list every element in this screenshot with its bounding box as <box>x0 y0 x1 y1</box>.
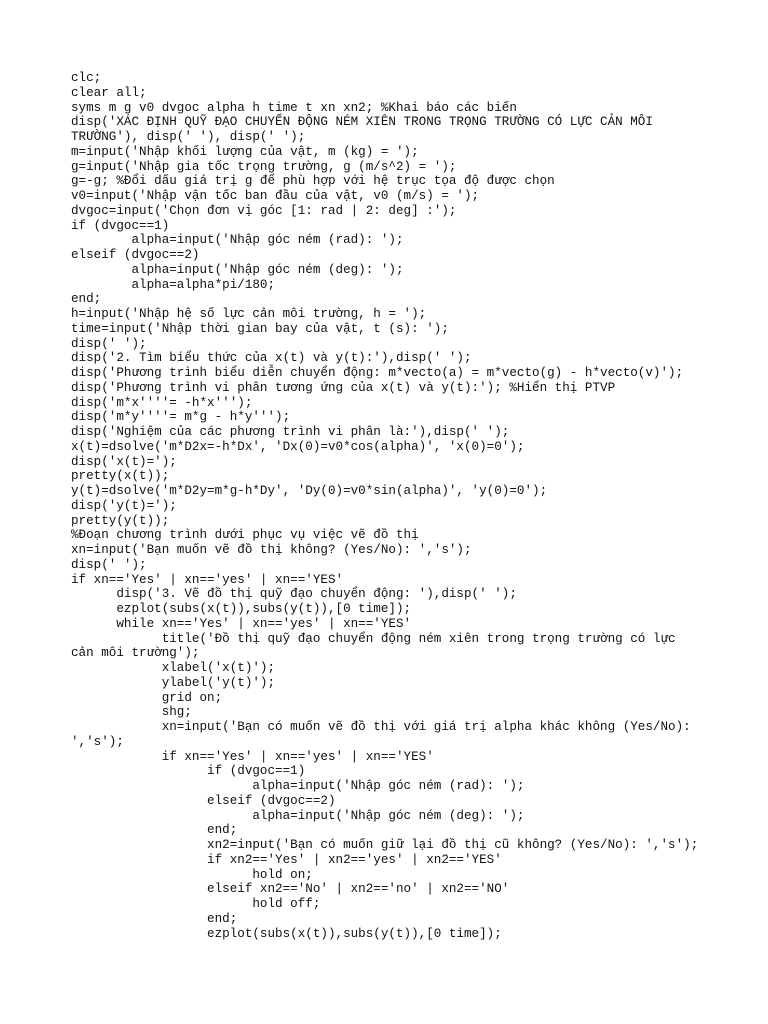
code-line: disp('Nghiệm của các phương trình vi phân là:'),disp(' '); <box>71 425 510 439</box>
code-line: alpha=alpha*pi/180; <box>71 277 276 292</box>
code-line: v0=input('Nhập vận tốc ban đầu của vật, v0 (m/s) = '); <box>71 189 480 203</box>
code-line: end; <box>71 823 238 838</box>
code-line: alpha=input('Nhập góc ném (deg): '); <box>71 808 525 823</box>
code-line: grid on; <box>71 690 223 705</box>
code-line: xlabel('x(t)'); <box>71 661 276 675</box>
code-line: disp(' '); <box>71 336 147 351</box>
code-line: ','s'); <box>71 734 124 749</box>
code-line: disp(' '); <box>71 557 147 572</box>
code-line: h=input('Nhập hệ số lực cản môi trường, h = '); <box>71 307 427 321</box>
code-line: shg; <box>71 705 192 720</box>
code-line: if (dvgoc==1) <box>71 218 170 233</box>
code-line: if xn2=='Yes' | xn2=='yes' | xn2=='YES' <box>71 852 502 867</box>
code-line: ezplot(subs(x(t)),subs(y(t)),[0 time]); <box>71 926 502 941</box>
code-line: xn=input('Bạn muốn vẽ đồ thị không? (Yes/No): ','s'); <box>71 543 472 557</box>
code-line: clear all; <box>71 85 147 100</box>
code-line: g=-g; %Đổi dấu giá trị g để phù hợp với hệ trục tọa độ được chọn <box>71 174 555 189</box>
code-line: end; <box>71 911 238 926</box>
code-line: if (dvgoc==1) <box>71 764 306 779</box>
code-line: if xn=='Yes' | xn=='yes' | xn=='YES' <box>71 749 434 764</box>
code-line: %Đoạn chương trình dưới phục vụ việc vẽ đồ thị <box>71 528 419 543</box>
code-line: disp('3. Vẽ đồ thị quỹ đạo chuyển động: '),disp(' '); <box>71 587 517 602</box>
code-line: disp('Phương trình biểu diễn chuyển động: m*vecto(a) = m*vecto(g) - h*vecto(v)'); <box>71 366 684 380</box>
code-line: ezplot(subs(x(t)),subs(y(t)),[0 time]); <box>71 602 412 616</box>
code-line: x(t)=dsolve('m*D2x=-h*Dx', 'Dx(0)=v0*cos(alpha)', 'x(0)=0'); <box>71 439 525 454</box>
code-line: disp('m*x''''= -h*x'''); <box>71 395 253 410</box>
code-line: pretty(x(t)); <box>71 469 170 484</box>
code-line: disp('m*y''''= m*g - h*y'''); <box>71 410 291 425</box>
code-page <box>71 71 751 941</box>
code-line: time=input('Nhập thời gian bay của vật, t (s): '); <box>71 321 449 336</box>
code-line: alpha=input('Nhập góc ném (rad): '); <box>71 233 404 248</box>
code-line: hold off; <box>71 897 321 911</box>
code-line: pretty(y(t)); <box>71 513 170 528</box>
code-line: elseif (dvgoc==2) <box>71 793 336 808</box>
code-line: disp('2. Tìm biểu thức của x(t) và y(t):'),disp(' '); <box>71 351 472 366</box>
code-line: m=input('Nhập khối lượng của vật, m (kg) = '); <box>71 144 419 159</box>
code-line: cản môi trường'); <box>71 646 200 661</box>
code-line: xn2=input('Bạn có muốn giữ lại đồ thị cũ không? (Yes/No): ','s'); <box>71 838 699 852</box>
code-line: if xn=='Yes' | xn=='yes' | xn=='YES' <box>71 572 344 587</box>
code-line: dvgoc=input('Chọn đơn vị góc [1: rad | 2: deg] :'); <box>71 203 457 218</box>
code-line: TRƯỜNG'), disp(' '), disp(' '); <box>71 130 306 144</box>
code-line: while xn=='Yes' | xn=='yes' | xn=='YES' <box>71 616 412 631</box>
code-line: y(t)=dsolve('m*D2y=m*g-h*Dy', 'Dy(0)=v0*sin(alpha)', 'y(0)=0'); <box>71 484 548 498</box>
code-line: hold on; <box>71 867 313 882</box>
code-line: alpha=input('Nhập góc ném (deg): '); <box>71 262 404 277</box>
code-line: disp('x(t)='); <box>71 454 177 469</box>
code-line: end; <box>71 292 102 307</box>
code-line: elseif xn2=='No' | xn2=='no' | xn2=='NO' <box>71 882 510 897</box>
code-line: clc; <box>71 71 102 85</box>
code-line: disp('y(t)='); <box>71 498 177 513</box>
code-line: elseif (dvgoc==2) <box>71 248 200 262</box>
code-line: disp('XÁC ĐỊNH QUỸ ĐẠO CHUYỂN ĐỘNG NÉM XIÊN TRONG TRỌNG TRƯỜNG CÓ LỰC CẢN MÔI <box>71 115 653 130</box>
code-line: disp('Phương trình vi phân tương ứng của x(t) và y(t):'); %Hiển thị PTVP <box>71 380 616 395</box>
code-line: syms m g v0 dvgoc alpha h time t xn xn2; %Khai báo các biến <box>71 100 517 115</box>
code-line: g=input('Nhập gia tốc trọng trường, g (m/s^2) = '); <box>71 159 457 174</box>
code-line: alpha=input('Nhập góc ném (rad): '); <box>71 779 525 793</box>
code-line: title('Đồ thị quỹ đạo chuyển động ném xiên trong trọng trường có lực <box>71 631 676 646</box>
code-line: ylabel('y(t)'); <box>71 675 276 690</box>
code-line: xn=input('Bạn có muốn vẽ đồ thị với giá trị alpha khác không (Yes/No): <box>71 720 691 734</box>
